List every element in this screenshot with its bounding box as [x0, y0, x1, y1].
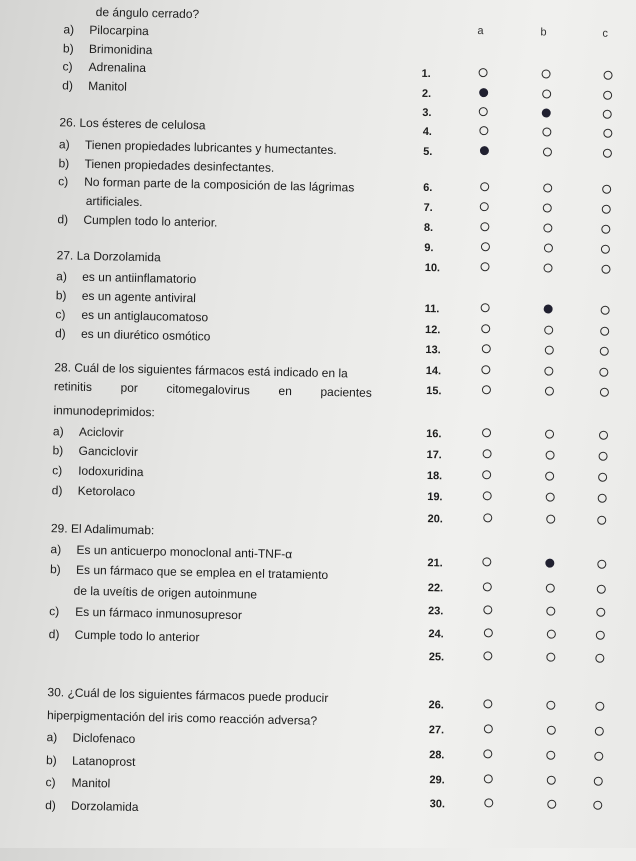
answer-bubble-a[interactable] [481, 303, 490, 312]
answer-row-number: 28. [429, 749, 445, 762]
option-text: Dorzolamida [70, 798, 139, 815]
answer-bubble-b[interactable] [544, 345, 553, 354]
answer-bubble-b[interactable] [544, 263, 553, 272]
answer-row-number: 3. [422, 106, 432, 120]
answer-bubble-c[interactable] [596, 608, 605, 617]
answer-bubble-a[interactable] [483, 628, 492, 637]
answer-bubble-b[interactable] [547, 800, 556, 809]
answer-row-number: 21. [427, 557, 443, 570]
answer-bubble-b[interactable] [546, 559, 555, 568]
option-item [62, 59, 146, 75]
option-text: Ganciclovir [78, 443, 139, 459]
answer-row-number: 29. [429, 774, 445, 787]
answer-bubble-c[interactable] [599, 431, 608, 440]
option-item [63, 22, 149, 38]
question-stem: 27. La Dorzolamida [56, 248, 161, 265]
answer-bubble-b[interactable] [545, 430, 554, 439]
answer-bubble-b[interactable] [545, 387, 554, 396]
option-text: Cumple todo lo anterior [74, 627, 200, 645]
stem-word: por [120, 380, 139, 395]
option-item [55, 307, 208, 324]
answer-bubble-a[interactable] [480, 146, 489, 155]
answer-row-number: 9. [424, 241, 434, 255]
answer-row-number: 5. [423, 145, 433, 159]
answer-bubble-b[interactable] [547, 776, 556, 785]
answer-bubble-a[interactable] [479, 88, 488, 97]
answer-bubble-c[interactable] [596, 585, 605, 594]
answer-row-number: 14. [425, 365, 442, 378]
option-item [58, 156, 274, 175]
answer-bubble-a[interactable] [483, 513, 492, 522]
option-item [59, 137, 337, 157]
option-letter: a) [46, 730, 58, 745]
answer-bubble-a[interactable] [481, 344, 490, 353]
answer-bubble-b[interactable] [545, 451, 554, 460]
option-text: Es un fármaco que se emplea en el tratamiento [75, 562, 329, 582]
answer-bubble-a[interactable] [484, 651, 493, 660]
question-stem: 30. ¿Cuál de los siguientes fármacos puede producir [47, 685, 329, 706]
answer-bubble-a[interactable] [481, 324, 490, 333]
option-item [49, 604, 242, 622]
option-item [46, 753, 136, 769]
answer-bubble-a[interactable] [480, 202, 489, 211]
answer-bubble-b[interactable] [546, 584, 555, 593]
stem-word: retinitis [53, 379, 93, 395]
option-letter: a) [63, 22, 75, 37]
option-text: Latanoprost [71, 753, 136, 770]
answer-bubble-b[interactable] [546, 701, 555, 710]
option-text: es un diurético osmótico [80, 326, 211, 344]
answer-bubble-a[interactable] [480, 222, 489, 231]
option-item [49, 627, 200, 644]
option-item [45, 798, 139, 814]
answer-bubble-a[interactable] [482, 428, 491, 437]
answer-bubble-c[interactable] [600, 327, 609, 336]
answer-bubble-a[interactable] [483, 699, 492, 708]
option-item [46, 730, 135, 746]
answer-row-number: 6. [423, 181, 433, 195]
answer-bubble-c[interactable] [594, 752, 603, 761]
answer-bubble-b[interactable] [545, 472, 554, 481]
option-item [52, 443, 138, 459]
option-text: Adrenalina [88, 59, 147, 76]
answer-bubble-c[interactable] [603, 91, 612, 100]
answer-bubble-c[interactable] [603, 149, 612, 158]
answer-bubble-c[interactable] [601, 265, 610, 274]
option-letter: a) [52, 424, 64, 439]
answer-bubble-b[interactable] [547, 751, 556, 760]
stem-word: pacientes [320, 384, 372, 400]
option-text: Es un anticuerpo monoclonal anti-TNF-α [76, 542, 293, 562]
option-text: Diclofenaco [72, 730, 136, 746]
option-text: es un agente antiviral [81, 288, 197, 306]
answer-row-number: 7. [423, 201, 433, 215]
answer-bubble-b[interactable] [545, 366, 554, 375]
answer-bubble-b[interactable] [546, 630, 555, 639]
answer-row-number: 13. [425, 343, 441, 357]
option-text: Iodoxuridina [78, 463, 144, 480]
answer-bubble-c[interactable] [603, 71, 612, 80]
option-letter: c) [52, 463, 63, 478]
answer-bubble-b[interactable] [546, 515, 555, 524]
option-letter: b) [55, 288, 67, 303]
answer-bubble-c[interactable] [600, 347, 609, 356]
option-item [58, 174, 354, 194]
answer-bubble-b[interactable] [544, 325, 553, 334]
option-letter: b) [49, 562, 61, 577]
answer-bubble-a[interactable] [484, 798, 493, 807]
answer-bubble-b[interactable] [544, 304, 553, 313]
option-letter: d) [48, 627, 60, 642]
option-letter: d) [57, 212, 69, 227]
option-text: Cumplen todo lo anterior. [83, 212, 218, 230]
question-stem: hiperpigmentación del iris como reacción adversa? [46, 708, 318, 728]
option-item [56, 269, 196, 286]
answer-bubble-a[interactable] [480, 182, 489, 191]
option-letter: c) [45, 775, 56, 790]
option-text: Pilocarpina [89, 22, 149, 39]
option-text: Aciclovir [78, 424, 124, 440]
stem-word: en [278, 383, 292, 399]
answer-bubble-b[interactable] [546, 493, 555, 502]
option-item [63, 41, 153, 57]
answer-bubble-b[interactable] [546, 607, 555, 616]
option-letter: d) [54, 326, 66, 341]
answer-bubble-b[interactable] [544, 243, 553, 252]
answer-bubble-a[interactable] [481, 262, 490, 271]
option-text: Brimonidina [88, 41, 153, 58]
option-letter: d) [45, 798, 56, 813]
option-item [52, 483, 136, 499]
answer-bubble-c[interactable] [594, 727, 603, 736]
answer-bubble-b[interactable] [541, 69, 550, 78]
answer-row-number: 8. [423, 221, 434, 235]
question-stem: 26. Los ésteres de celulosa [59, 115, 206, 133]
option-item [50, 542, 292, 561]
answer-bubble-c[interactable] [603, 110, 612, 119]
option-letter: a) [56, 269, 68, 284]
option-item [45, 775, 110, 790]
option-text: Tienen propiedades lubricantes y humectantes. [84, 137, 337, 158]
option-text-continued: de la uveítis de origen autoinmune [73, 583, 258, 602]
option-text: No forman parte de la composición de las lágrimas [84, 174, 355, 195]
option-text: Ketorolaco [77, 483, 136, 499]
option-text: Manitol [88, 78, 128, 94]
answer-bubble-c[interactable] [598, 452, 607, 461]
option-text: es un antiglaucomatoso [81, 307, 209, 325]
question-stem: inmunodeprimidos: [53, 403, 155, 420]
option-item [55, 326, 211, 343]
answer-bubble-a[interactable] [484, 774, 493, 783]
answer-bubble-b[interactable] [543, 203, 552, 212]
option-text: es un antiinflamatorio [82, 269, 197, 287]
answer-bubble-a[interactable] [481, 242, 490, 251]
option-letter: c) [62, 59, 73, 74]
question-stem [54, 379, 372, 400]
answer-row-number: 19. [427, 491, 443, 504]
answer-bubble-b[interactable] [543, 147, 552, 156]
option-item [56, 288, 196, 305]
answer-bubble-c[interactable] [596, 631, 605, 640]
option-item [62, 78, 127, 93]
option-letter: a) [58, 137, 70, 152]
answer-row-number: 11. [424, 302, 440, 316]
option-letter: b) [52, 443, 64, 458]
answer-bubble-b[interactable] [542, 108, 551, 117]
answer-row-number: 25. [428, 651, 445, 664]
answer-row-number: 26. [428, 699, 444, 712]
answer-row-number: 4. [422, 125, 433, 139]
answer-bubble-c[interactable] [598, 516, 607, 525]
answer-bubble-a[interactable] [483, 605, 492, 614]
answer-bubble-c[interactable] [598, 494, 607, 503]
answer-row-number: 22. [427, 582, 444, 595]
option-text: Tienen propiedades desinfectantes. [84, 156, 275, 175]
answer-bubble-a[interactable] [482, 449, 491, 458]
question-stem: 29. El Adalimumab: [50, 521, 155, 538]
answer-bubble-a[interactable] [479, 126, 488, 135]
answer-bubble-c[interactable] [600, 306, 609, 315]
answer-row-number: 12. [424, 323, 441, 337]
answer-row-number: 23. [427, 605, 444, 618]
answer-bubble-c[interactable] [602, 205, 611, 214]
option-letter: c) [49, 604, 60, 619]
answer-row-number: 2. [421, 87, 432, 101]
answer-bubble-b[interactable] [542, 127, 551, 136]
option-letter: b) [62, 41, 74, 56]
answer-bubble-c[interactable] [594, 777, 603, 786]
option-item [57, 212, 217, 229]
option-item [53, 424, 124, 439]
question-stem: 28. Cuál de los siguientes fármacos está indicado en la [54, 360, 348, 381]
answer-bubble-c[interactable] [597, 560, 606, 569]
option-text: Manitol [71, 775, 111, 791]
answer-bubble-c[interactable] [601, 245, 610, 254]
answer-bubble-a[interactable] [483, 491, 492, 500]
answer-row-number: 20. [427, 513, 444, 526]
answer-bubble-c[interactable] [598, 473, 607, 482]
question-continuation: de ángulo cerrado? [95, 5, 200, 22]
answer-bubble-b[interactable] [547, 653, 556, 662]
option-letter: a) [50, 542, 62, 557]
answer-bubble-a[interactable] [482, 365, 491, 374]
option-text: Es un fármaco inmunosupresor [75, 604, 243, 623]
answer-bubble-c[interactable] [599, 388, 608, 397]
answer-bubble-b[interactable] [546, 726, 555, 735]
answer-bubble-c[interactable] [600, 368, 609, 377]
answer-row-number: 1. [421, 67, 431, 81]
column-header-c: c [602, 27, 609, 40]
option-letter: c) [58, 174, 69, 189]
answer-row-number: 10. [424, 261, 441, 275]
option-letter: d) [62, 78, 74, 93]
answer-bubble-c[interactable] [601, 225, 610, 234]
answer-row-number: 30. [429, 798, 446, 811]
column-header-b: b [540, 26, 547, 39]
option-text-continued: artificiales. [85, 193, 143, 210]
answer-bubble-c[interactable] [593, 801, 602, 810]
answer-bubble-a[interactable] [482, 385, 491, 394]
answer-bubble-b[interactable] [542, 89, 551, 98]
answer-bubble-c[interactable] [603, 129, 612, 138]
answer-row-number: 24. [428, 628, 444, 641]
answer-row-number: 16. [426, 428, 442, 441]
stem-word: citomegalovirus [166, 381, 251, 398]
option-item [52, 463, 144, 479]
answer-row-number: 27. [428, 724, 445, 737]
option-letter: b) [45, 753, 57, 768]
answer-bubble-a[interactable] [484, 749, 493, 758]
option-letter: b) [58, 156, 70, 171]
answer-bubble-a[interactable] [483, 724, 492, 733]
answer-bubble-a[interactable] [479, 107, 488, 116]
answer-row-number: 18. [426, 470, 443, 483]
answer-bubble-a[interactable] [483, 557, 492, 566]
answer-bubble-b[interactable] [543, 223, 552, 232]
answer-bubble-a[interactable] [482, 470, 491, 479]
option-item [50, 562, 328, 582]
answer-bubble-a[interactable] [483, 582, 492, 591]
answer-row-number: 15. [426, 385, 442, 398]
answer-bubble-c[interactable] [602, 185, 611, 194]
answer-row-number: 17. [426, 449, 442, 462]
answer-bubble-a[interactable] [478, 68, 487, 77]
answer-bubble-c[interactable] [596, 654, 605, 663]
answer-bubble-b[interactable] [543, 183, 552, 192]
answer-bubble-c[interactable] [595, 702, 604, 711]
column-header-a: a [477, 25, 484, 38]
option-letter: c) [55, 307, 66, 322]
option-letter: d) [51, 483, 63, 498]
